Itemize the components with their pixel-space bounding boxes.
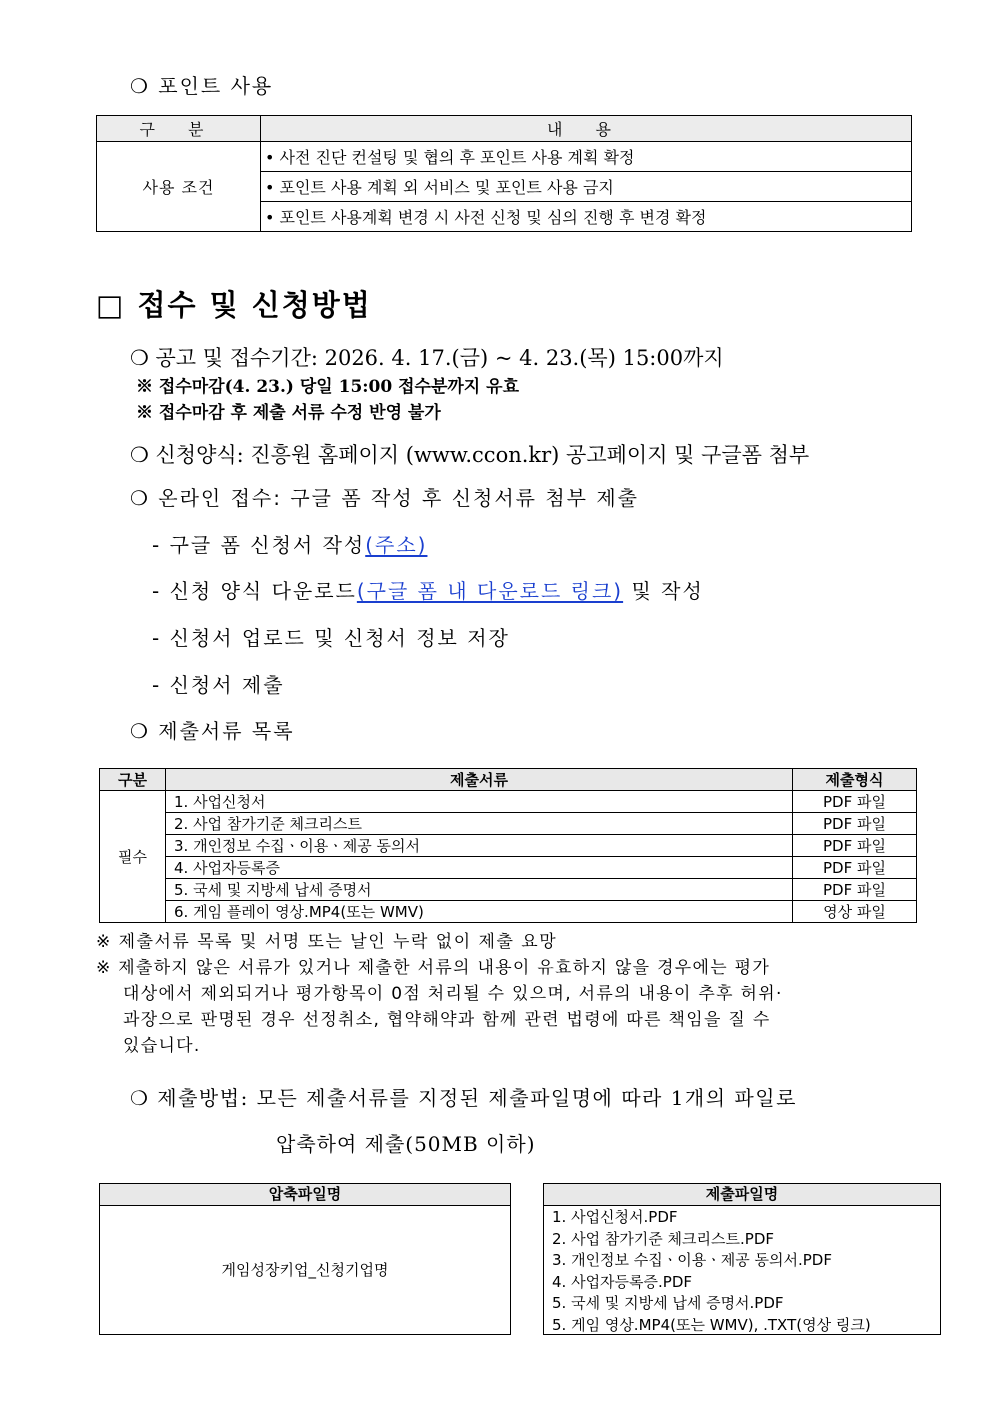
zip-filename: 게임성장키업_신청기업명	[221, 1261, 389, 1279]
point-table-header-category: 구 분	[97, 116, 261, 142]
doc-format: PDF 파일	[793, 813, 917, 835]
docs-note-invalid: 대상에서 제외되거나 평가항목이 0점 처리될 수 있으며, 서류의 내용이 추후 허위·	[123, 984, 783, 1004]
application-period: ❍ 공고 및 접수기간: 2026. 4. 17.(금) ~ 4. 23.(목) 15:00까지	[130, 346, 724, 370]
step-item: - 신청서 업로드 및 신청서 정보 저장	[152, 626, 510, 650]
doc-name: 3. 개인정보 수집ㆍ이용ㆍ제공 동의서	[166, 835, 793, 857]
docs-header-category: 구분	[100, 769, 166, 791]
step-text-suffix: 및 작성	[623, 579, 704, 603]
doc-name: 5. 국세 및 지방세 납세 증명서	[166, 879, 793, 901]
filename-item: 5. 게임 영상.MP4(또는 WMV), .TXT(영상 링크)	[552, 1315, 871, 1334]
point-usage-heading: ❍ 포인트 사용	[130, 74, 274, 98]
revision-note: ※ 접수마감 후 제출 서류 수정 반영 불가	[136, 403, 441, 423]
address-link[interactable]: (주소)	[365, 533, 428, 557]
zip-filename-header: 압축파일명	[100, 1184, 510, 1206]
deadline-note: ※ 접수마감(4. 23.) 당일 15:00 접수분까지 유효	[136, 377, 519, 397]
section-title: □ 접수 및 신청방법	[96, 288, 372, 322]
doc-format: PDF 파일	[793, 791, 917, 813]
doc-format: PDF 파일	[793, 835, 917, 857]
docs-note-missing: ※ 제출서류 목록 및 서명 또는 날인 누락 없이 제출 요망	[96, 932, 558, 952]
filename-item: 1. 사업신청서.PDF	[552, 1208, 678, 1226]
docs-note-invalid: ※ 제출하지 않은 서류가 있거나 제출한 서류의 내용이 유효하지 않을 경우에는 평가	[96, 958, 771, 978]
submission-filenames-box	[543, 1183, 941, 1335]
docs-category: 필수	[100, 791, 166, 923]
step-text: - 구글 폼 신청서 작성	[152, 533, 366, 557]
step-item: - 신청서 제출	[152, 673, 285, 697]
docs-note-invalid: 있습니다.	[123, 1036, 201, 1056]
point-table-row: • 포인트 사용 계획 외 서비스 및 포인트 사용 금지	[261, 172, 912, 202]
submission-method: ❍ 제출방법: 모든 제출서류를 지정된 제출파일명에 따라 1개의 파일로	[130, 1086, 797, 1110]
filename-item: 4. 사업자등록증.PDF	[552, 1272, 693, 1291]
doc-name: 2. 사업 참가기준 체크리스트	[166, 813, 793, 835]
filename-item: 3. 개인정보 수집ㆍ이용ㆍ제공 동의서.PDF	[552, 1251, 832, 1269]
point-table-header-content: 내 용	[261, 116, 912, 142]
point-usage-table	[96, 115, 912, 232]
doc-format: 영상 파일	[793, 901, 917, 923]
application-form: ❍ 신청양식: 진흥원 홈페이지 (www.ccon.kr) 공고페이지 및 구글폼 첨부	[130, 443, 810, 467]
online-submission: ❍ 온라인 접수: 구글 폼 작성 후 신청서류 첨부 제출	[130, 486, 639, 510]
submission-method-cont: 압축하여 제출(50MB 이하)	[276, 1132, 536, 1156]
point-table-row: • 포인트 사용계획 변경 시 사전 신청 및 심의 진행 후 변경 확정	[261, 202, 912, 232]
doc-format: PDF 파일	[793, 879, 917, 901]
step-text: - 신청 양식 다운로드	[152, 579, 357, 603]
doc-format: PDF 파일	[793, 857, 917, 879]
doc-name: 1. 사업신청서	[166, 791, 793, 813]
doc-name: 6. 게임 플레이 영상.MP4(또는 WMV)	[166, 901, 793, 923]
filename-item: 2. 사업 참가기준 체크리스트.PDF	[552, 1229, 774, 1248]
submission-filenames-list	[544, 1206, 940, 1336]
docs-header-name: 제출서류	[166, 769, 793, 791]
doc-name: 4. 사업자등록증	[166, 857, 793, 879]
step-item	[152, 529, 427, 558]
filename-item: 5. 국세 및 지방세 납세 증명서.PDF	[552, 1294, 784, 1312]
submission-filenames-header: 제출파일명	[544, 1184, 940, 1206]
docs-note-invalid: 과장으로 판명된 경우 선정취소, 협약해약과 함께 관련 법령에 따른 책임을 질 수	[123, 1010, 771, 1030]
download-link[interactable]: (구글 폼 내 다운로드 링크)	[356, 579, 624, 603]
docs-header-format: 제출형식	[793, 769, 917, 791]
step-item	[152, 575, 704, 604]
zip-filename-box	[99, 1183, 511, 1335]
point-table-row: • 사전 진단 컨설팅 및 협의 후 포인트 사용 계획 확정	[261, 142, 912, 172]
point-table-category: 사용 조건	[97, 142, 261, 232]
docs-heading: ❍ 제출서류 목록	[130, 719, 295, 743]
docs-table	[99, 768, 917, 923]
